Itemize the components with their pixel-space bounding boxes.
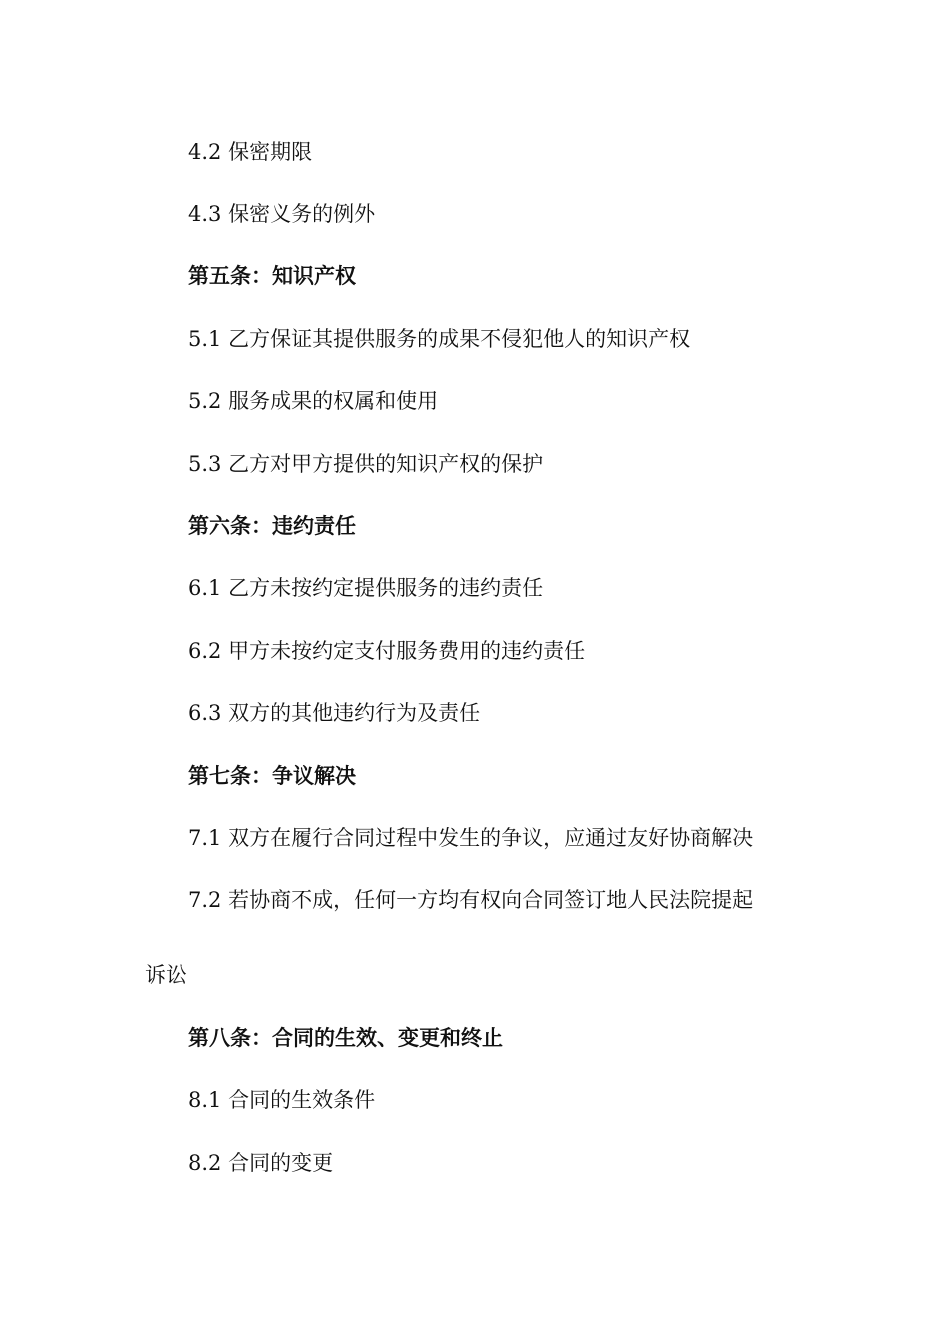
clause-7-1: 7.1 双方在履行合同过程中发生的争议，应通过友好协商解决 [188,826,754,850]
clause-4-2: 4.2 保密期限 [188,140,313,164]
clause-6-2: 6.2 甲方未按约定支付服务费用的违约责任 [188,639,586,663]
article-6-heading: 第六条：违约责任 [188,514,356,538]
clause-4-3: 4.3 保密义务的例外 [188,202,376,226]
clause-7-2-continuation: 诉讼 [145,963,187,987]
article-5-heading: 第五条：知识产权 [188,264,356,288]
clause-7-2: 7.2 若协商不成，任何一方均有权向合同签订地人民法院提起 [188,888,754,912]
clause-6-1: 6.1 乙方未按约定提供服务的违约责任 [188,576,544,600]
clause-8-2: 8.2 合同的变更 [188,1151,334,1175]
clause-5-2: 5.2 服务成果的权属和使用 [188,389,439,413]
clause-5-1: 5.1 乙方保证其提供服务的成果不侵犯他人的知识产权 [188,327,691,351]
clause-5-3: 5.3 乙方对甲方提供的知识产权的保护 [188,452,544,476]
article-8-heading: 第八条：合同的生效、变更和终止 [188,1026,503,1050]
clause-6-3: 6.3 双方的其他违约行为及责任 [188,701,481,725]
article-7-heading: 第七条：争议解决 [188,764,356,788]
clause-8-1: 8.1 合同的生效条件 [188,1088,376,1112]
